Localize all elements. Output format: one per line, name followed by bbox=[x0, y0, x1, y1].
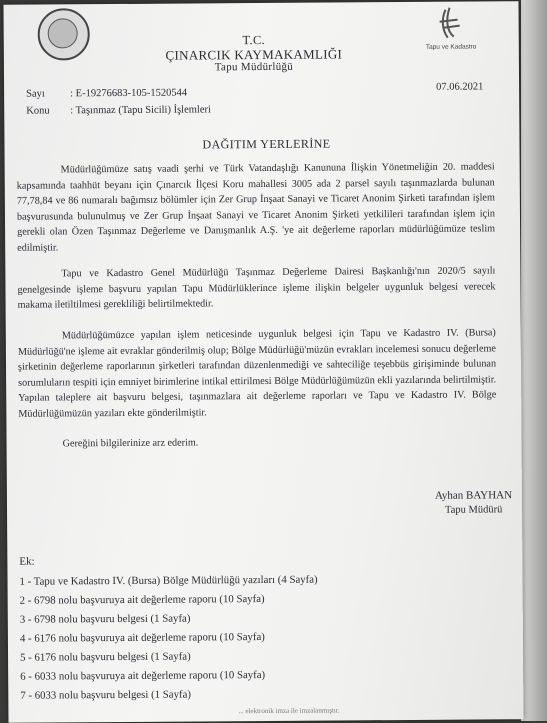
attachment-item: 5 - 6176 nolu başvuru belgesi (1 Sayfa) bbox=[20, 650, 191, 664]
konu-value: : Taşınmaz (Tapu Sicili) İşlemleri bbox=[70, 104, 211, 117]
attachment-item: 2 - 6798 nolu başvuruya ait değerleme raporu (10 Sayfa) bbox=[19, 592, 265, 607]
document-page bbox=[4, 1, 524, 723]
sayi-value: : E-19276683-105-1520544 bbox=[70, 87, 188, 100]
footer-partial-text: ... elektronik imza ile imzalanmıştır. bbox=[238, 706, 340, 716]
sayi-label: Sayı bbox=[26, 88, 45, 100]
paragraph-4: Gereğini bilgilerinize arz ederim. bbox=[62, 437, 199, 450]
paragraph-3: Müdürlüğümüzce yapılan işlem neticesinde uygunluk belgesi için Tapu ve Kadastro IV. (Bursa) Müdürlüğü'ne işleme ait evraklar gönderilmiş olup; Bölge Müdürlüğü'müzün evrakları incelemesi sonucu değerleme şirketinin değerleme raporlarının şirketleri tarafından düzenlenmediği ve sahteciliğe teşebbüs girişiminde bulunan sorumluların tespiti için emniyet birimlerine intikal ettirilmesi Bölge Müdürlüğümüzün ekli yazılarında belirtilmiştir. Yapılan taleplere ait başvuru belgesi, taşınmazlara ait değerleme raporları ve Tapu ve Kadastro IV. Bölge Müdürlüğümüzün yazıları ekte gönderilmiştir. bbox=[17, 327, 497, 420]
attachment-item: 7 - 6033 nolu başvuru belgesi (1 Sayfa) bbox=[20, 688, 191, 702]
background-edge bbox=[521, 0, 547, 721]
state-emblem-seal bbox=[38, 8, 90, 60]
distribution-title: DAĞITIM YERLERİNE bbox=[202, 136, 331, 152]
emblem-center bbox=[48, 18, 78, 48]
konu-label: Konu bbox=[26, 105, 50, 117]
attachments-list bbox=[19, 571, 318, 706]
document-date: 07.06.2021 bbox=[436, 81, 484, 93]
attachment-item: 6 - 6033 nolu başvuruya ait değerleme raporu (10 Sayfa) bbox=[20, 668, 266, 683]
logo-text: Tapu ve Kadastro bbox=[425, 43, 477, 51]
header-tc: T.C. bbox=[242, 32, 266, 48]
paragraph-1: Müdürlüğümüze satış vaadi şerhi ve Türk Vatandaşlığı Kanununa İlişkin Yönetmeliğin 20. maddesi kapsamında taahhüt beyanı için Çınarcık İlçesi Koru mahallesi 3005 ada 2 parsel sayılı taşınmazlarda bulunan 77,78,84 ve 86 numaralı bağımsız bölümler için Zer Grup İnşaat Sanayi ve Ticaret Anonim Şirketi tarafından işlem başvurusunda bulunulmuş ve Zer Grup İnşaat Sanayi ve Ticaret Anonim Şirketi yetkilileri tarafından işlem için gerekli olan Özen Taşınmaz Değerleme ve Danışmanlık A.Ş. 'ye ait değerleme raporları müdürlüğümüze teslim edilmiştir. bbox=[16, 161, 496, 254]
attachment-item: 4 - 6176 nolu başvuruya ait değerleme raporu (10 Sayfa) bbox=[19, 630, 265, 645]
header-department: Tapu Müdürlüğü bbox=[214, 60, 294, 74]
tapu-kadastro-logo bbox=[416, 3, 486, 55]
paragraph-2: Tapu ve Kadastro Genel Müdürlüğü Taşınmaz Değerleme Dairesi Başkanlığı'nın 2020/5 sayılı genelgesinde işleme başvuru yapılan Tapu Müdürlüklerince işleme ilişkin belgeler uygunluk belgesi verecek makama iletiltilmesi gerekliliği belirtilmektedir. bbox=[17, 265, 496, 311]
attachment-item: 3 - 6798 nolu başvuru belgesi (1 Sayfa) bbox=[19, 612, 191, 626]
signatory-title: Tapu Müdürü bbox=[445, 504, 503, 516]
attachments-label: Ek: bbox=[19, 555, 35, 568]
attachment-item: 1 - Tapu ve Kadastro IV. (Bursa) Bölge Müdürlüğü yazıları (4 Sayfa) bbox=[19, 573, 318, 588]
header-office: ÇINARCIK KAYMAKAMLIĞI bbox=[165, 46, 343, 63]
signatory-name: Ayhan BAYHAN bbox=[434, 489, 513, 502]
